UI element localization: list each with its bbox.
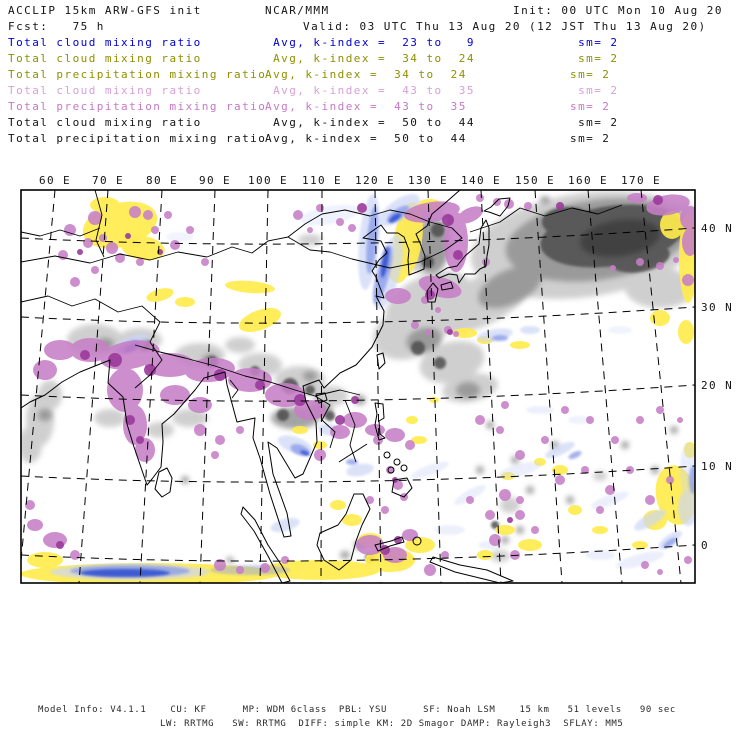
lon-tick-label: 140 E: [460, 174, 502, 187]
field-label: Total cloud mixing ratio: [8, 84, 202, 97]
model-info-line1: Model Info: V4.1.1 CU: KF MP: WDM 6class PBL: YSU SF: Noah LSM 15 km 51 levels 90 sec: [38, 705, 676, 715]
k-index-value: Avg, k-index = 23 to 9: [265, 36, 475, 49]
org-label: NCAR/MMM: [265, 4, 330, 17]
lon-tick-label: 80 E: [145, 174, 179, 187]
k-index-value: Avg, k-index = 50 to 44: [265, 132, 467, 145]
lon-tick-label: 150 E: [514, 174, 556, 187]
lon-tick-label: 70 E: [91, 174, 125, 187]
k-index-value: Avg, k-index = 43 to 35: [265, 84, 475, 97]
lon-tick-label: 130 E: [407, 174, 449, 187]
lat-tick-label: 10 N: [701, 460, 734, 473]
longitude-axis-labels: [39, 174, 661, 187]
smoothing-value: sm= 2: [570, 132, 611, 145]
lat-tick-label: 40 N: [701, 222, 734, 235]
field-label: Total precipitation mixing ratio: [8, 132, 267, 145]
valid-time: Valid: 03 UTC Thu 13 Aug 20 (12 JST Thu 13 Aug 20): [303, 20, 707, 33]
k-index-value: Avg, k-index = 34 to 24: [265, 68, 467, 81]
smoothing-value: sm= 2: [570, 116, 619, 129]
field-label: Total precipitation mixing ratio: [8, 100, 267, 113]
lon-tick-label: 110 E: [301, 174, 343, 187]
lon-tick-label: 170 E: [620, 174, 662, 187]
lon-tick-label: 90 E: [198, 174, 232, 187]
smoothing-value: sm= 2: [570, 36, 619, 49]
latitude-axis-labels: [701, 222, 733, 552]
init-time: Init: 00 UTC Mon 10 Aug 20: [513, 4, 723, 17]
lon-tick-label: 100 E: [247, 174, 289, 187]
fcst-hour: Fcst: 75 h: [8, 20, 105, 33]
smoothing-value: sm= 2: [570, 100, 611, 113]
field-label: Total cloud mixing ratio: [8, 36, 202, 49]
field-label: Total cloud mixing ratio: [8, 52, 202, 65]
smoothing-value: sm= 2: [570, 68, 611, 81]
lon-tick-label: 160 E: [567, 174, 609, 187]
smoothing-value: sm= 2: [570, 84, 619, 97]
k-index-value: Avg, k-index = 34 to 24: [265, 52, 475, 65]
lat-tick-label: 0: [701, 539, 710, 552]
k-index-value: Avg, k-index = 43 to 35: [265, 100, 467, 113]
lon-tick-label: 120 E: [354, 174, 396, 187]
lon-tick-label: 60 E: [38, 174, 72, 187]
field-label: Total precipitation mixing ratio: [8, 68, 267, 81]
smoothing-value: sm= 2: [570, 52, 619, 65]
lat-tick-label: 20 N: [701, 379, 734, 392]
model-title: ACCLIP 15km ARW-GFS init: [8, 4, 202, 17]
field-label: Total cloud mixing ratio: [8, 116, 202, 129]
lat-tick-label: 30 N: [701, 301, 734, 314]
k-index-value: Avg, k-index = 50 to 44: [265, 116, 475, 129]
model-info-line2: LW: RRTMG SW: RRTMG DIFF: simple KM: 2D Smagor DAMP: Rayleigh3 SFLAY: MM5: [160, 719, 624, 729]
